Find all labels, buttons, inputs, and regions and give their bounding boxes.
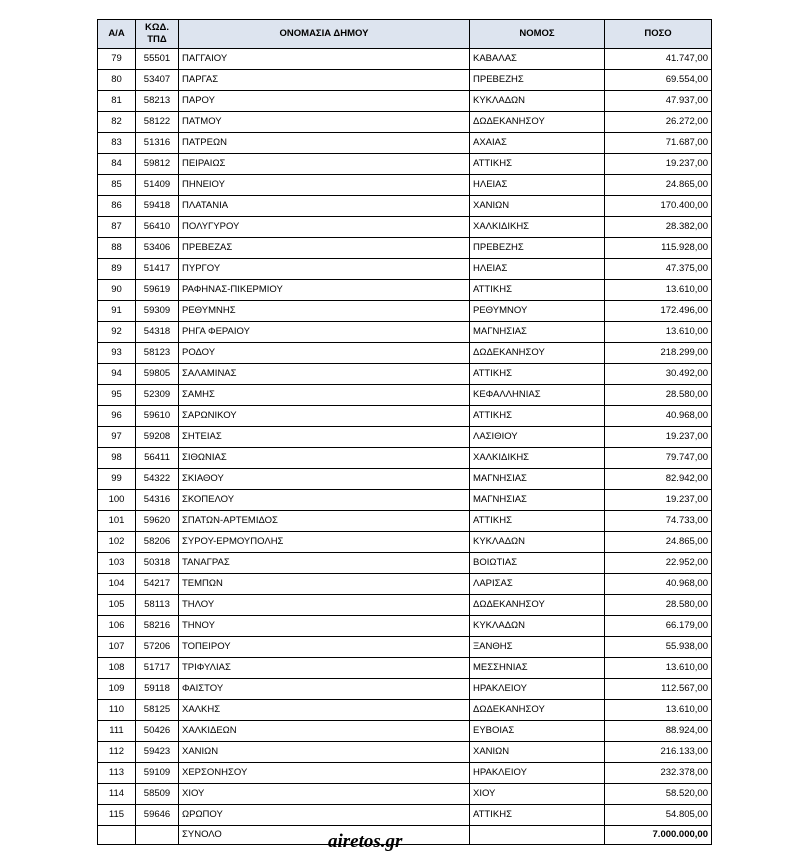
watermark: airetos.gr (328, 831, 403, 852)
row-number: 112 (98, 742, 136, 763)
total-row (98, 826, 712, 845)
amount: 24.865,00 (605, 532, 712, 553)
amount: 40.968,00 (605, 574, 712, 595)
municipality-code: 59423 (136, 742, 179, 763)
table-row (98, 700, 712, 721)
amount: 58.520,00 (605, 784, 712, 805)
amount: 19.237,00 (605, 154, 712, 175)
municipality-code: 54316 (136, 490, 179, 511)
amount: 28.580,00 (605, 385, 712, 406)
row-number: 85 (98, 175, 136, 196)
municipality-code: 59418 (136, 196, 179, 217)
table-row (98, 469, 712, 490)
municipality-code: 50426 (136, 721, 179, 742)
prefecture-name: ΔΩΔΕΚΑΝΗΣΟΥ (470, 595, 605, 616)
amount: 13.610,00 (605, 658, 712, 679)
municipality-code: 58113 (136, 595, 179, 616)
municipality-code: 59812 (136, 154, 179, 175)
municipality-name: ΣΥΡΟΥ-ΕΡΜΟΥΠΟΛΗΣ (179, 532, 470, 553)
amount: 26.272,00 (605, 112, 712, 133)
row-number: 86 (98, 196, 136, 217)
row-number: 89 (98, 259, 136, 280)
prefecture-name: ΒΟΙΩΤΙΑΣ (470, 553, 605, 574)
row-number: 93 (98, 343, 136, 364)
municipality-name: ΣΗΤΕΙΑΣ (179, 427, 470, 448)
prefecture-name: ΜΑΓΝΗΣΙΑΣ (470, 322, 605, 343)
amount: 172.496,00 (605, 301, 712, 322)
municipality-code: 51316 (136, 133, 179, 154)
prefecture-name: ΞΑΝΘΗΣ (470, 637, 605, 658)
row-number: 104 (98, 574, 136, 595)
header-aa: Α/Α (98, 20, 136, 49)
prefecture-name: ΧΑΝΙΩΝ (470, 742, 605, 763)
row-number: 83 (98, 133, 136, 154)
amount: 112.567,00 (605, 679, 712, 700)
table-row (98, 70, 712, 91)
row-number: 105 (98, 595, 136, 616)
table-row (98, 490, 712, 511)
amount: 13.610,00 (605, 322, 712, 343)
amount: 71.687,00 (605, 133, 712, 154)
municipality-code: 58122 (136, 112, 179, 133)
municipality-name: ΠΑΤΜΟΥ (179, 112, 470, 133)
municipality-code: 59109 (136, 763, 179, 784)
row-number: 88 (98, 238, 136, 259)
prefecture-name: ΠΡΕΒΕΖΗΣ (470, 70, 605, 91)
municipality-name: ΧΑΝΙΩΝ (179, 742, 470, 763)
row-number: 114 (98, 784, 136, 805)
table-row (98, 406, 712, 427)
municipality-name: ΤΑΝΑΓΡΑΣ (179, 553, 470, 574)
table-row (98, 721, 712, 742)
prefecture-name: ΚΥΚΛΑΔΩΝ (470, 616, 605, 637)
municipality-code: 54322 (136, 469, 179, 490)
municipality-name: ΩΡΩΠΟΥ (179, 805, 470, 826)
prefecture-name: ΑΧΑΙΑΣ (470, 133, 605, 154)
prefecture-name: ΛΑΡΙΣΑΣ (470, 574, 605, 595)
amount: 82.942,00 (605, 469, 712, 490)
municipality-name: ΡΟΔΟΥ (179, 343, 470, 364)
municipality-code: 57206 (136, 637, 179, 658)
amount: 22.952,00 (605, 553, 712, 574)
municipality-name: ΠΑΓΓΑΙΟΥ (179, 49, 470, 70)
header-code-line1: ΚΩΔ. (145, 22, 169, 33)
total-empty-cell (136, 826, 179, 845)
row-number: 82 (98, 112, 136, 133)
municipality-name: ΧΙΟΥ (179, 784, 470, 805)
total-empty-cell (470, 826, 605, 845)
row-number: 110 (98, 700, 136, 721)
table-row (98, 385, 712, 406)
municipality-name: ΠΗΝΕΙΟΥ (179, 175, 470, 196)
municipality-code: 58123 (136, 343, 179, 364)
table-row (98, 427, 712, 448)
table-row (98, 658, 712, 679)
municipality-code: 59309 (136, 301, 179, 322)
prefecture-name: ΗΡΑΚΛΕΙΟΥ (470, 763, 605, 784)
municipality-code: 58125 (136, 700, 179, 721)
municipality-code: 53407 (136, 70, 179, 91)
row-number: 90 (98, 280, 136, 301)
municipality-name: ΧΑΛΚΙΔΕΩΝ (179, 721, 470, 742)
prefecture-name: ΜΑΓΝΗΣΙΑΣ (470, 490, 605, 511)
prefecture-name: ΧΑΛΚΙΔΙΚΗΣ (470, 448, 605, 469)
municipality-name: ΠΛΑΤΑΝΙΑ (179, 196, 470, 217)
row-number: 92 (98, 322, 136, 343)
municipality-name: ΠΡΕΒΕΖΑΣ (179, 238, 470, 259)
table-header (98, 20, 712, 49)
row-number: 97 (98, 427, 136, 448)
municipality-name: ΡΑΦΗΝΑΣ-ΠΙΚΕΡΜΙΟΥ (179, 280, 470, 301)
municipality-code: 59619 (136, 280, 179, 301)
amount: 40.968,00 (605, 406, 712, 427)
row-number: 94 (98, 364, 136, 385)
prefecture-name: ΛΑΣΙΘΙΟΥ (470, 427, 605, 448)
municipality-name: ΤΡΙΦΥΛΙΑΣ (179, 658, 470, 679)
table-row (98, 259, 712, 280)
prefecture-name: ΕΥΒΟΙΑΣ (470, 721, 605, 742)
row-number: 111 (98, 721, 136, 742)
table-row (98, 49, 712, 70)
table-row (98, 742, 712, 763)
header-poso: ΠΟΣΟ (605, 20, 712, 49)
table-row (98, 637, 712, 658)
municipality-code: 53406 (136, 238, 179, 259)
municipality-code: 52309 (136, 385, 179, 406)
municipality-name: ΦΑΙΣΤΟΥ (179, 679, 470, 700)
table-row (98, 616, 712, 637)
row-number: 106 (98, 616, 136, 637)
amount: 232.378,00 (605, 763, 712, 784)
table-body (98, 49, 712, 826)
amount: 19.237,00 (605, 427, 712, 448)
municipality-code: 59610 (136, 406, 179, 427)
prefecture-name: ΧΑΝΙΩΝ (470, 196, 605, 217)
prefecture-name: ΔΩΔΕΚΑΝΗΣΟΥ (470, 343, 605, 364)
table-row (98, 154, 712, 175)
row-number: 113 (98, 763, 136, 784)
amount: 216.133,00 (605, 742, 712, 763)
amount: 55.938,00 (605, 637, 712, 658)
table-row (98, 532, 712, 553)
municipality-name: ΣΠΑΤΩΝ-ΑΡΤΕΜΙΔΟΣ (179, 511, 470, 532)
table-row (98, 364, 712, 385)
table-row (98, 175, 712, 196)
municipality-code: 59620 (136, 511, 179, 532)
header-nomos: ΝΟΜΟΣ (470, 20, 605, 49)
municipality-code: 50318 (136, 553, 179, 574)
table-row (98, 511, 712, 532)
table-row (98, 217, 712, 238)
row-number: 109 (98, 679, 136, 700)
row-number: 103 (98, 553, 136, 574)
table-row (98, 322, 712, 343)
table-row (98, 784, 712, 805)
row-number: 101 (98, 511, 136, 532)
table-row (98, 91, 712, 112)
row-number: 107 (98, 637, 136, 658)
table-row (98, 238, 712, 259)
amount: 28.580,00 (605, 595, 712, 616)
municipality-code: 58216 (136, 616, 179, 637)
table-row (98, 805, 712, 826)
row-number: 102 (98, 532, 136, 553)
prefecture-name: ΜΑΓΝΗΣΙΑΣ (470, 469, 605, 490)
municipality-name: ΣΙΘΩΝΙΑΣ (179, 448, 470, 469)
header-code-line2: ΤΠΔ (147, 34, 167, 45)
amount: 54.805,00 (605, 805, 712, 826)
amount: 13.610,00 (605, 700, 712, 721)
prefecture-name: ΗΛΕΙΑΣ (470, 259, 605, 280)
municipality-name: ΠΑΤΡΕΩΝ (179, 133, 470, 154)
municipality-code: 54217 (136, 574, 179, 595)
municipality-name: ΡΗΓΑ ΦΕΡΑΙΟΥ (179, 322, 470, 343)
municipality-name: ΣΚΙΑΘΟΥ (179, 469, 470, 490)
total-value: 7.000.000,00 (605, 826, 712, 845)
amount: 41.747,00 (605, 49, 712, 70)
table-row (98, 343, 712, 364)
row-number: 81 (98, 91, 136, 112)
municipality-code: 58206 (136, 532, 179, 553)
prefecture-name: ΑΤΤΙΚΗΣ (470, 805, 605, 826)
table-row (98, 112, 712, 133)
municipality-name: ΠΥΡΓΟΥ (179, 259, 470, 280)
row-number: 99 (98, 469, 136, 490)
row-number: 115 (98, 805, 136, 826)
prefecture-name: ΑΤΤΙΚΗΣ (470, 406, 605, 427)
table-row (98, 763, 712, 784)
table-row (98, 574, 712, 595)
amount: 88.924,00 (605, 721, 712, 742)
amount: 24.865,00 (605, 175, 712, 196)
table-row (98, 301, 712, 322)
header-row (98, 20, 712, 49)
municipality-code: 51409 (136, 175, 179, 196)
prefecture-name: ΗΡΑΚΛΕΙΟΥ (470, 679, 605, 700)
header-name: ΟΝΟΜΑΣΙΑ ΔΗΜΟΥ (179, 20, 470, 49)
municipality-code: 59805 (136, 364, 179, 385)
municipality-code: 55501 (136, 49, 179, 70)
row-number: 98 (98, 448, 136, 469)
prefecture-name: ΚΕΦΑΛΛΗΝΙΑΣ (470, 385, 605, 406)
table-footer (98, 826, 712, 845)
row-number: 79 (98, 49, 136, 70)
municipality-code: 51717 (136, 658, 179, 679)
row-number: 108 (98, 658, 136, 679)
amount: 19.237,00 (605, 490, 712, 511)
prefecture-name: ΚΥΚΛΑΔΩΝ (470, 91, 605, 112)
row-number: 91 (98, 301, 136, 322)
municipality-code: 58213 (136, 91, 179, 112)
municipality-name: ΣΑΛΑΜΙΝΑΣ (179, 364, 470, 385)
table-row (98, 280, 712, 301)
municipality-name: ΠΟΛΥΓΥΡΟΥ (179, 217, 470, 238)
row-number: 80 (98, 70, 136, 91)
table-row (98, 133, 712, 154)
municipality-name: ΡΕΘΥΜΝΗΣ (179, 301, 470, 322)
amount: 170.400,00 (605, 196, 712, 217)
amount: 47.937,00 (605, 91, 712, 112)
municipality-name: ΤΟΠΕΙΡΟΥ (179, 637, 470, 658)
municipality-name: ΣΚΟΠΕΛΟΥ (179, 490, 470, 511)
amount: 79.747,00 (605, 448, 712, 469)
row-number: 96 (98, 406, 136, 427)
prefecture-name: ΚΑΒΑΛΑΣ (470, 49, 605, 70)
table-row (98, 196, 712, 217)
header-code (136, 20, 179, 49)
municipality-name: ΠΑΡΟΥ (179, 91, 470, 112)
prefecture-name: ΔΩΔΕΚΑΝΗΣΟΥ (470, 112, 605, 133)
prefecture-name: ΚΥΚΛΑΔΩΝ (470, 532, 605, 553)
amount: 74.733,00 (605, 511, 712, 532)
municipality-code: 59646 (136, 805, 179, 826)
amount: 28.382,00 (605, 217, 712, 238)
municipality-name: ΠΑΡΓΑΣ (179, 70, 470, 91)
amount: 13.610,00 (605, 280, 712, 301)
municipality-code: 59118 (136, 679, 179, 700)
row-number: 87 (98, 217, 136, 238)
prefecture-name: ΑΤΤΙΚΗΣ (470, 154, 605, 175)
municipality-name: ΤΗΛΟΥ (179, 595, 470, 616)
total-label: ΣΥΝΟΛΟ (179, 826, 470, 845)
municipality-name: ΣΑΜΗΣ (179, 385, 470, 406)
amount: 30.492,00 (605, 364, 712, 385)
prefecture-name: ΗΛΕΙΑΣ (470, 175, 605, 196)
prefecture-name: ΔΩΔΕΚΑΝΗΣΟΥ (470, 700, 605, 721)
prefecture-name: ΧΙΟΥ (470, 784, 605, 805)
table-row (98, 553, 712, 574)
total-empty-cell (98, 826, 136, 845)
municipality-name: ΣΑΡΩΝΙΚΟΥ (179, 406, 470, 427)
amount: 218.299,00 (605, 343, 712, 364)
amount: 47.375,00 (605, 259, 712, 280)
municipality-name: ΤΗΝΟΥ (179, 616, 470, 637)
prefecture-name: ΑΤΤΙΚΗΣ (470, 511, 605, 532)
municipality-code: 54318 (136, 322, 179, 343)
table-row (98, 448, 712, 469)
table-row (98, 679, 712, 700)
prefecture-name: ΧΑΛΚΙΔΙΚΗΣ (470, 217, 605, 238)
municipality-code: 58509 (136, 784, 179, 805)
row-number: 100 (98, 490, 136, 511)
municipality-code: 56411 (136, 448, 179, 469)
amount: 66.179,00 (605, 616, 712, 637)
prefecture-name: ΑΤΤΙΚΗΣ (470, 364, 605, 385)
municipality-code: 59208 (136, 427, 179, 448)
municipality-name: ΧΑΛΚΗΣ (179, 700, 470, 721)
prefecture-name: ΜΕΣΣΗΝΙΑΣ (470, 658, 605, 679)
row-number: 84 (98, 154, 136, 175)
municipality-code: 51417 (136, 259, 179, 280)
municipality-name: ΠΕΙΡΑΙΩΣ (179, 154, 470, 175)
municipality-name: ΤΕΜΠΩΝ (179, 574, 470, 595)
table-row (98, 595, 712, 616)
municipality-allocation-table (97, 19, 712, 845)
prefecture-name: ΑΤΤΙΚΗΣ (470, 280, 605, 301)
prefecture-name: ΠΡΕΒΕΖΗΣ (470, 238, 605, 259)
municipality-name: ΧΕΡΣΟΝΗΣΟΥ (179, 763, 470, 784)
row-number: 95 (98, 385, 136, 406)
amount: 115.928,00 (605, 238, 712, 259)
prefecture-name: ΡΕΘΥΜΝΟΥ (470, 301, 605, 322)
amount: 69.554,00 (605, 70, 712, 91)
municipality-code: 56410 (136, 217, 179, 238)
